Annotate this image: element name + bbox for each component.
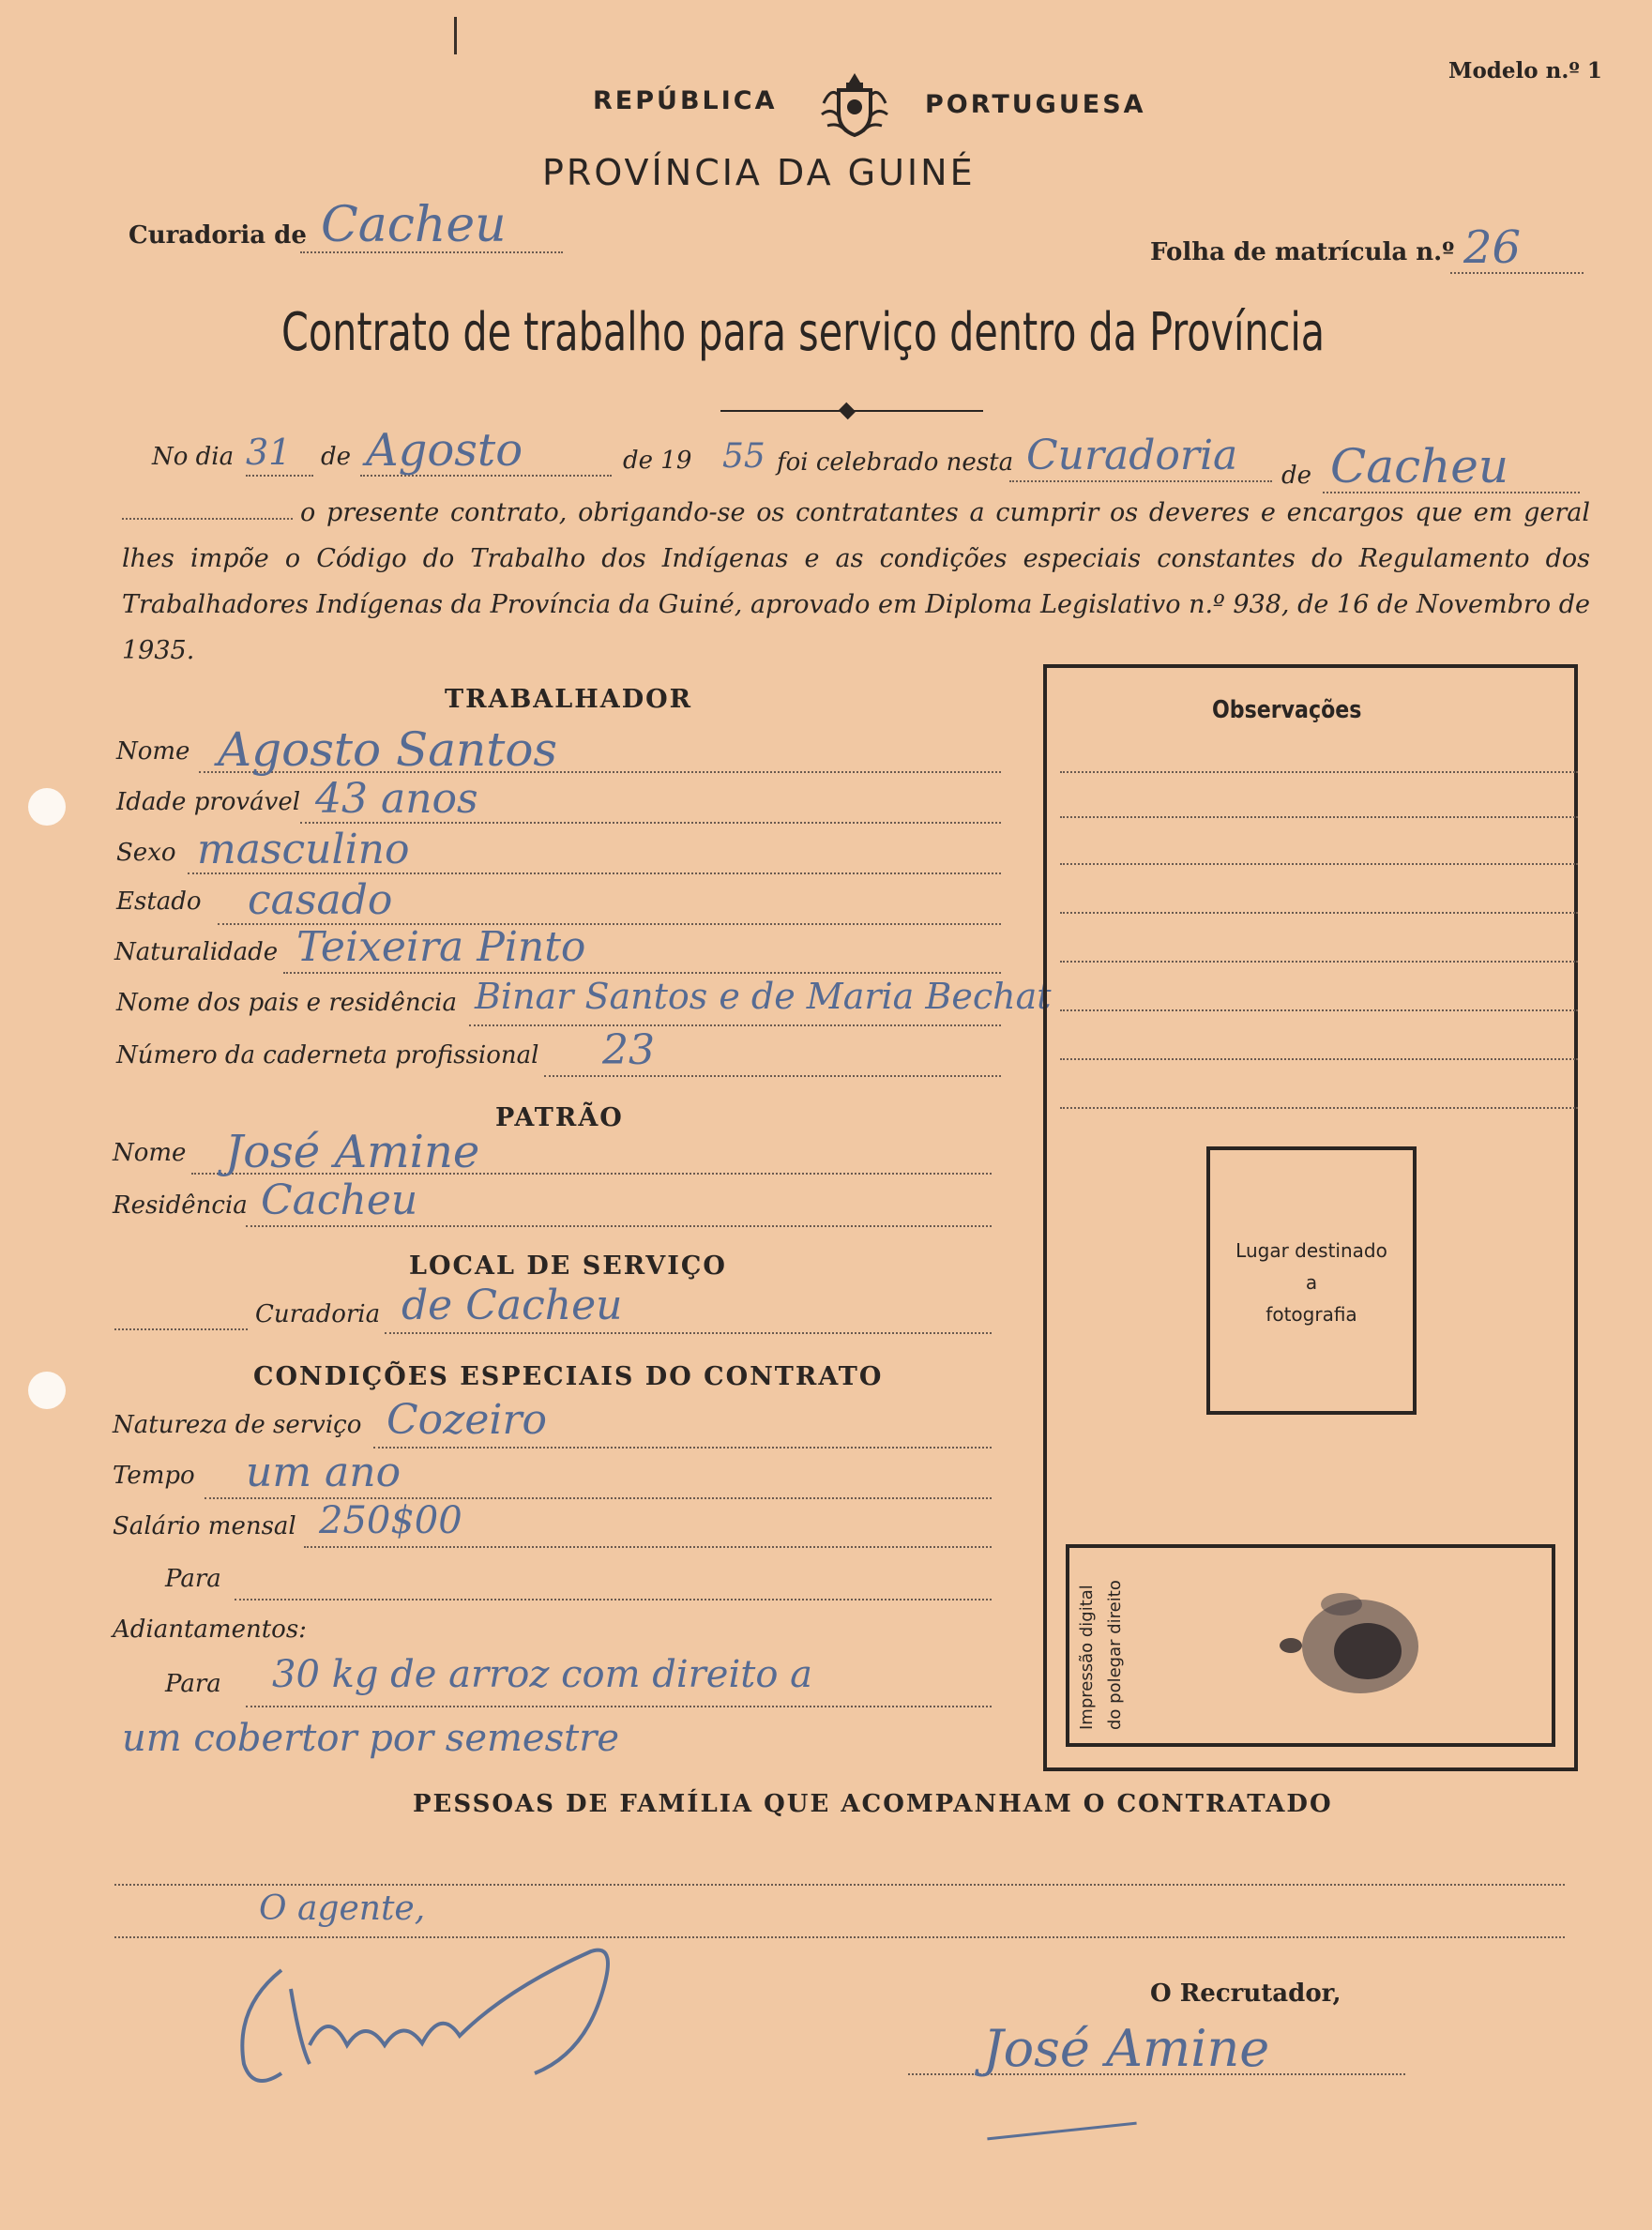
header-provincia: PROVÍNCIA DA GUINÉ (542, 152, 976, 193)
intro-place: Curadoria (1026, 432, 1238, 479)
header-republica: REPÚBLICA (593, 86, 778, 115)
trab-naturalidade-label: Naturalidade (114, 938, 279, 966)
coat-of-arms-icon (818, 69, 891, 143)
cond-para2-line2: um cobertor por semestre (122, 1717, 619, 1760)
intro-de2: de 19 (623, 447, 692, 475)
trab-sexo: masculino (197, 826, 410, 873)
intro-month: Agosto (366, 424, 523, 477)
section-condicoes: CONDIÇÕES ESPECIAIS DO CONTRATO (253, 1362, 884, 1391)
cond-adiantamentos-label: Adiantamentos: (113, 1616, 307, 1644)
trab-estado: casado (248, 876, 393, 924)
cond-natureza-label: Natureza de serviço (113, 1411, 362, 1439)
photo-line3: fotografia (1266, 1303, 1357, 1326)
patrao-nome-label: Nome (113, 1139, 187, 1167)
folha-value: 26 (1463, 221, 1522, 274)
intro-day: 31 (246, 432, 292, 473)
trab-idade-label: Idade provável (116, 788, 301, 816)
recrutador-label: O Recrutador, (1150, 1980, 1341, 2008)
page-title: Contrato de trabalho para serviço dentro da Província (281, 302, 1326, 363)
fingerprint-line1: Impressão digital (1077, 1585, 1097, 1730)
agente-signature-icon (225, 1933, 619, 2105)
section-familia: PESSOAS DE FAMÍLIA QUE ACOMPANHAM O CONTRATADO (413, 1790, 1333, 1818)
agente-label: O agente, (259, 1889, 426, 1928)
trab-nome-label: Nome (116, 737, 190, 766)
cond-tempo: um ano (246, 1449, 402, 1496)
curadoria-value: Cacheu (321, 197, 507, 253)
folha-label: Folha de matrícula n.º (1150, 238, 1455, 266)
trab-caderneta-label: Número da caderneta profissional (116, 1041, 539, 1069)
patrao-residencia-label: Residência (113, 1191, 248, 1220)
section-trabalhador: TRABALHADOR (445, 685, 693, 714)
recrutador-signature: José Amine (983, 2019, 1270, 2078)
trab-nome: Agosto Santos (218, 722, 558, 777)
local-curadoria-label: Curadoria (255, 1300, 381, 1328)
intro-no-dia: No dia (152, 443, 235, 471)
title-divider-diamond (839, 402, 856, 419)
fingerprint-line2: do polegar direito (1105, 1580, 1125, 1730)
cond-tempo-label: Tempo (113, 1462, 195, 1490)
trab-idade: 43 anos (315, 775, 478, 823)
cond-natureza: Cozeiro (386, 1396, 547, 1444)
thumbprint-icon (1276, 1576, 1445, 1721)
observacoes-label: Observações (1212, 696, 1362, 724)
intro-de1: de (321, 443, 352, 471)
cond-para2-label: Para (165, 1670, 221, 1698)
modelo-number: Modelo n.º 1 (1448, 58, 1602, 83)
local-curadoria: de Cacheu (402, 1282, 623, 1329)
cond-para1-label: Para (165, 1565, 221, 1593)
photo-line1: Lugar destinado (1235, 1239, 1387, 1262)
trab-sexo-label: Sexo (116, 839, 176, 867)
cond-salario: 250$00 (319, 1499, 462, 1542)
section-patrao: PATRÃO (495, 1103, 624, 1132)
punch-hole (28, 788, 66, 826)
section-local: LOCAL DE SERVIÇO (409, 1252, 727, 1281)
trab-pais-label: Nome dos pais e residência (116, 989, 457, 1017)
trab-naturalidade: Teixeira Pinto (296, 923, 586, 971)
trab-estado-label: Estado (116, 887, 202, 916)
cond-salario-label: Salário mensal (113, 1512, 296, 1540)
photo-line2: a (1305, 1271, 1318, 1294)
intro-paragraph: o presente contrato, obrigando-se os contratantes a cumprir os deveres e encargos que em geral lhes impõe o Código do Trabalho dos Indígenas e as condições especiais constantes do Regulamento dos Trabalhadores Indígenas da Província da Guiné, aprovado em Diploma Legislativo n.º 938, de 16 de Novembro de 1935. (122, 498, 1590, 665)
fingerprint-label (1073, 1542, 1129, 1730)
trab-caderneta: 23 (602, 1026, 655, 1074)
punch-hole (28, 1372, 66, 1409)
photo-label (1206, 1235, 1417, 1330)
intro-de3: de (1281, 462, 1312, 490)
intro-year: 55 (722, 437, 765, 476)
cond-para2-line1: 30 kg de arroz com direito a (272, 1653, 812, 1696)
intro-foi: foi celebrado nesta (777, 448, 1014, 477)
patrao-residencia: Cacheu (261, 1176, 418, 1224)
header-portuguesa: PORTUGUESA (925, 90, 1146, 119)
signature-flourish (987, 2122, 1136, 2141)
curadoria-label: Curadoria de (129, 221, 307, 250)
edge-mark (454, 17, 457, 54)
trab-pais: Binar Santos e de Maria Bechat (475, 976, 1052, 1017)
intro-place2: Cacheu (1330, 439, 1509, 493)
patrao-nome: José Amine (225, 1126, 480, 1178)
